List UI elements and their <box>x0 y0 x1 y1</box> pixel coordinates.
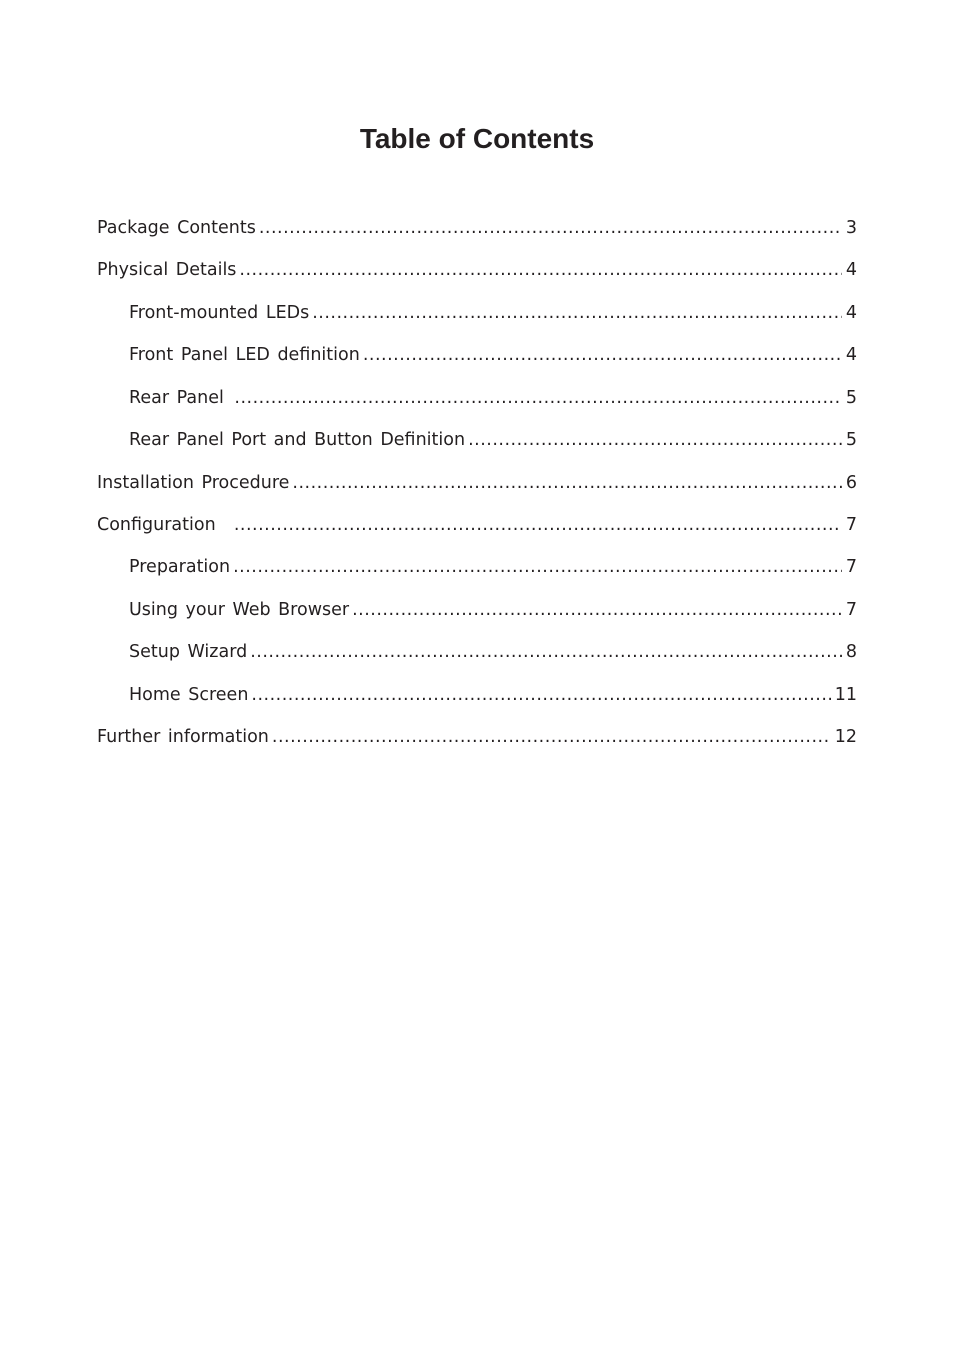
toc-entry-page-number: 3 <box>845 218 857 238</box>
toc-entry-label: Front Panel LED definition <box>129 345 360 365</box>
toc-entry-label: Further information <box>97 727 269 747</box>
dot-leader <box>363 343 842 367</box>
page-title: Table of Contents <box>359 123 595 154</box>
toc-entry-page-number: 4 <box>845 260 857 280</box>
dot-leader <box>468 428 842 452</box>
toc-entry-label: Configuration <box>97 515 231 535</box>
toc-entry-preparation[interactable] <box>129 555 857 579</box>
toc-entry-label: Home Screen <box>129 685 249 705</box>
toc-entry-page-number: 5 <box>845 388 857 408</box>
toc-entry-page-number: 8 <box>845 642 857 662</box>
toc-entry-page-number: 11 <box>834 685 857 705</box>
dot-leader <box>234 513 842 537</box>
dot-leader <box>233 555 842 579</box>
dot-leader <box>259 216 842 240</box>
toc-entry-home-screen[interactable] <box>129 683 857 707</box>
toc-entry-installation-procedure[interactable] <box>97 471 857 495</box>
toc-entry-front-panel-led-definition[interactable] <box>129 343 857 367</box>
toc-entry-label: Rear Panel Port and Button Definition <box>129 430 466 450</box>
dot-leader <box>234 386 841 410</box>
toc-entry-page-number: 6 <box>845 473 857 493</box>
toc-entry-page-number: 5 <box>845 430 857 450</box>
dot-leader <box>250 640 842 664</box>
toc-entry-label: Setup Wizard <box>129 642 248 662</box>
toc-entry-page-number: 7 <box>845 515 857 535</box>
toc-entry-using-your-web-browser[interactable] <box>129 598 857 622</box>
toc-entry-label: Front-mounted LEDs <box>129 303 310 323</box>
toc-entry-setup-wizard[interactable] <box>129 640 857 664</box>
toc-entry-package-contents[interactable] <box>97 216 857 240</box>
toc-entry-label: Using your Web Browser <box>129 600 350 620</box>
toc-entry-further-information[interactable] <box>97 725 857 749</box>
toc-entry-page-number: 12 <box>834 727 857 747</box>
dot-leader <box>251 683 830 707</box>
toc-entry-front-mounted-leds[interactable] <box>129 301 857 325</box>
toc-entry-page-number: 4 <box>845 345 857 365</box>
toc-entry-label: Package Contents <box>97 218 256 238</box>
toc-entry-label: Installation Procedure <box>97 473 290 493</box>
dot-leader <box>239 258 841 282</box>
toc-entry-physical-details[interactable] <box>97 258 857 282</box>
toc-entry-label: Physical Details <box>97 260 237 280</box>
dot-leader <box>272 725 831 749</box>
toc-entry-rear-panel-port-and-button-definition[interactable] <box>129 428 857 452</box>
toc-entry-rear-panel[interactable] <box>129 386 857 410</box>
toc-entry-page-number: 4 <box>845 303 857 323</box>
dot-leader <box>292 471 841 495</box>
toc-entry-configuration[interactable] <box>97 513 857 537</box>
toc-entry-label: Preparation <box>129 557 231 577</box>
toc-entry-label: Rear Panel <box>129 388 232 408</box>
toc-entry-page-number: 7 <box>845 557 857 577</box>
dot-leader <box>312 301 842 325</box>
dot-leader <box>352 598 842 622</box>
toc-entry-page-number: 7 <box>845 600 857 620</box>
